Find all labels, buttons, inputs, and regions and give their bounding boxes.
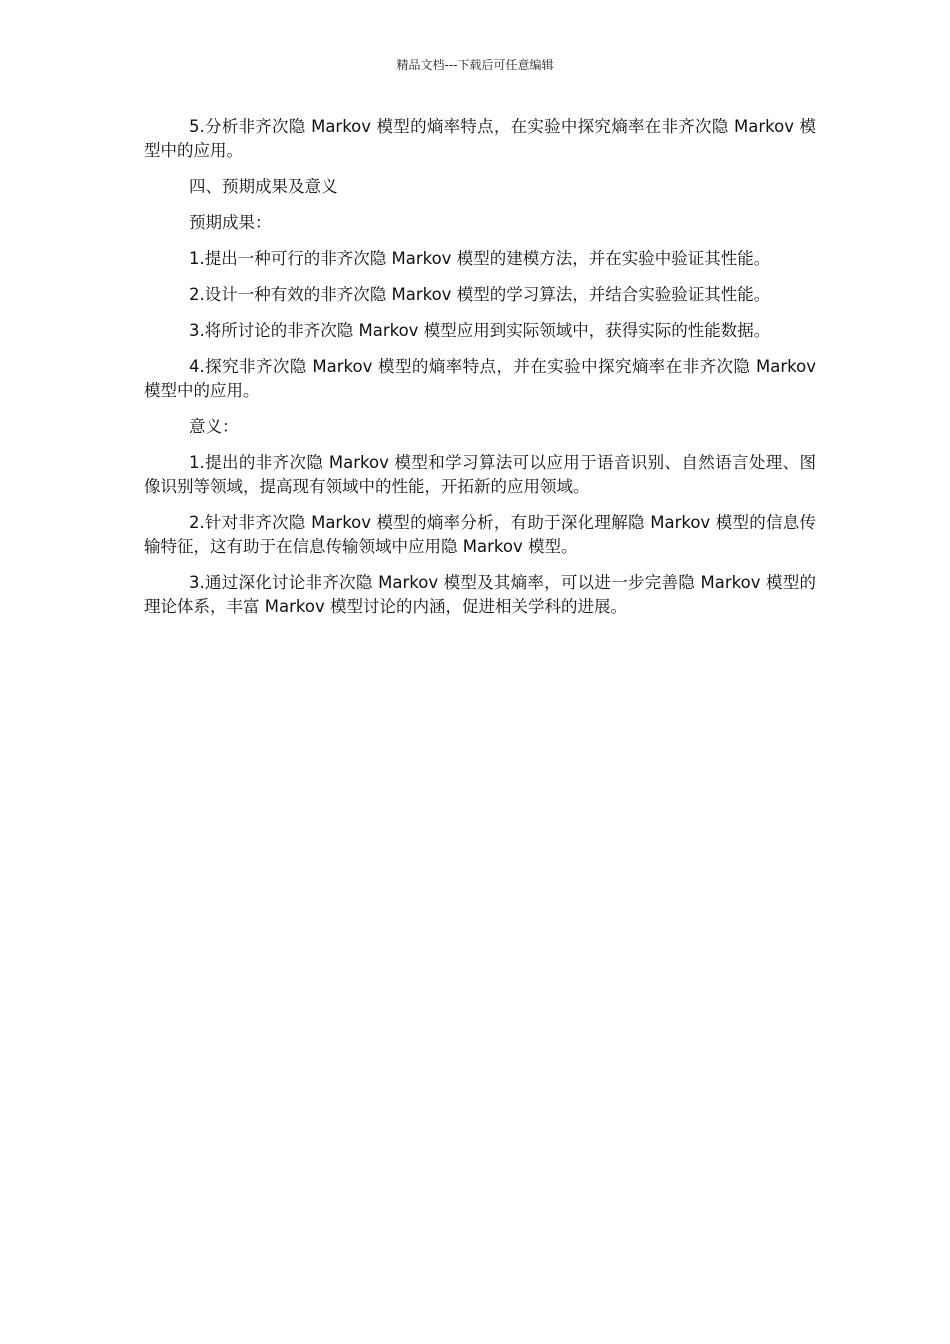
significance-item-1: 1.提出的非齐次隐 Markov 模型和学习算法可以应用于语音识别、自然语言处理、图像识别等领域，提高现有领域中的性能，开拓新的应用领域。 — [144, 453, 816, 496]
result-item-1: 1.提出一种可行的非齐次隐 Markov 模型的建模方法，并在实验中验证其性能。 — [189, 249, 771, 268]
result-item-4: 4.探究非齐次隐 Markov 模型的熵率特点，并在实验中探究熵率在非齐次隐 Markov 模型中的应用。 — [144, 357, 816, 400]
subheading-expected-results: 预期成果： — [189, 213, 272, 232]
result-item-3: 3.将所讨论的非齐次隐 Markov 模型应用到实际领域中，获得实际的性能数据。 — [189, 321, 771, 340]
document-body — [144, 115, 816, 631]
subheading-significance: 意义： — [189, 417, 239, 436]
result-item-2: 2.设计一种有效的非齐次隐 Markov 模型的学习算法，并结合实验验证其性能。 — [189, 285, 771, 304]
section-heading-expected-results: 四、预期成果及意义 — [189, 177, 338, 196]
page-header: 精品文档---下载后可任意编辑 — [396, 58, 554, 72]
significance-item-2: 2.针对非齐次隐 Markov 模型的熵率分析，有助于深化理解隐 Markov 模型的信息传输特征，这有助于在信息传输领域中应用隐 Markov 模型。 — [144, 513, 816, 556]
paragraph-item-5-analysis: 5.分析非齐次隐 Markov 模型的熵率特点，在实验中探究熵率在非齐次隐 Markov 模型中的应用。 — [144, 117, 816, 160]
significance-item-3: 3.通过深化讨论非齐次隐 Markov 模型及其熵率，可以进一步完善隐 Markov 模型的理论体系，丰富 Markov 模型讨论的内涵，促进相关学科的进展。 — [144, 573, 816, 616]
